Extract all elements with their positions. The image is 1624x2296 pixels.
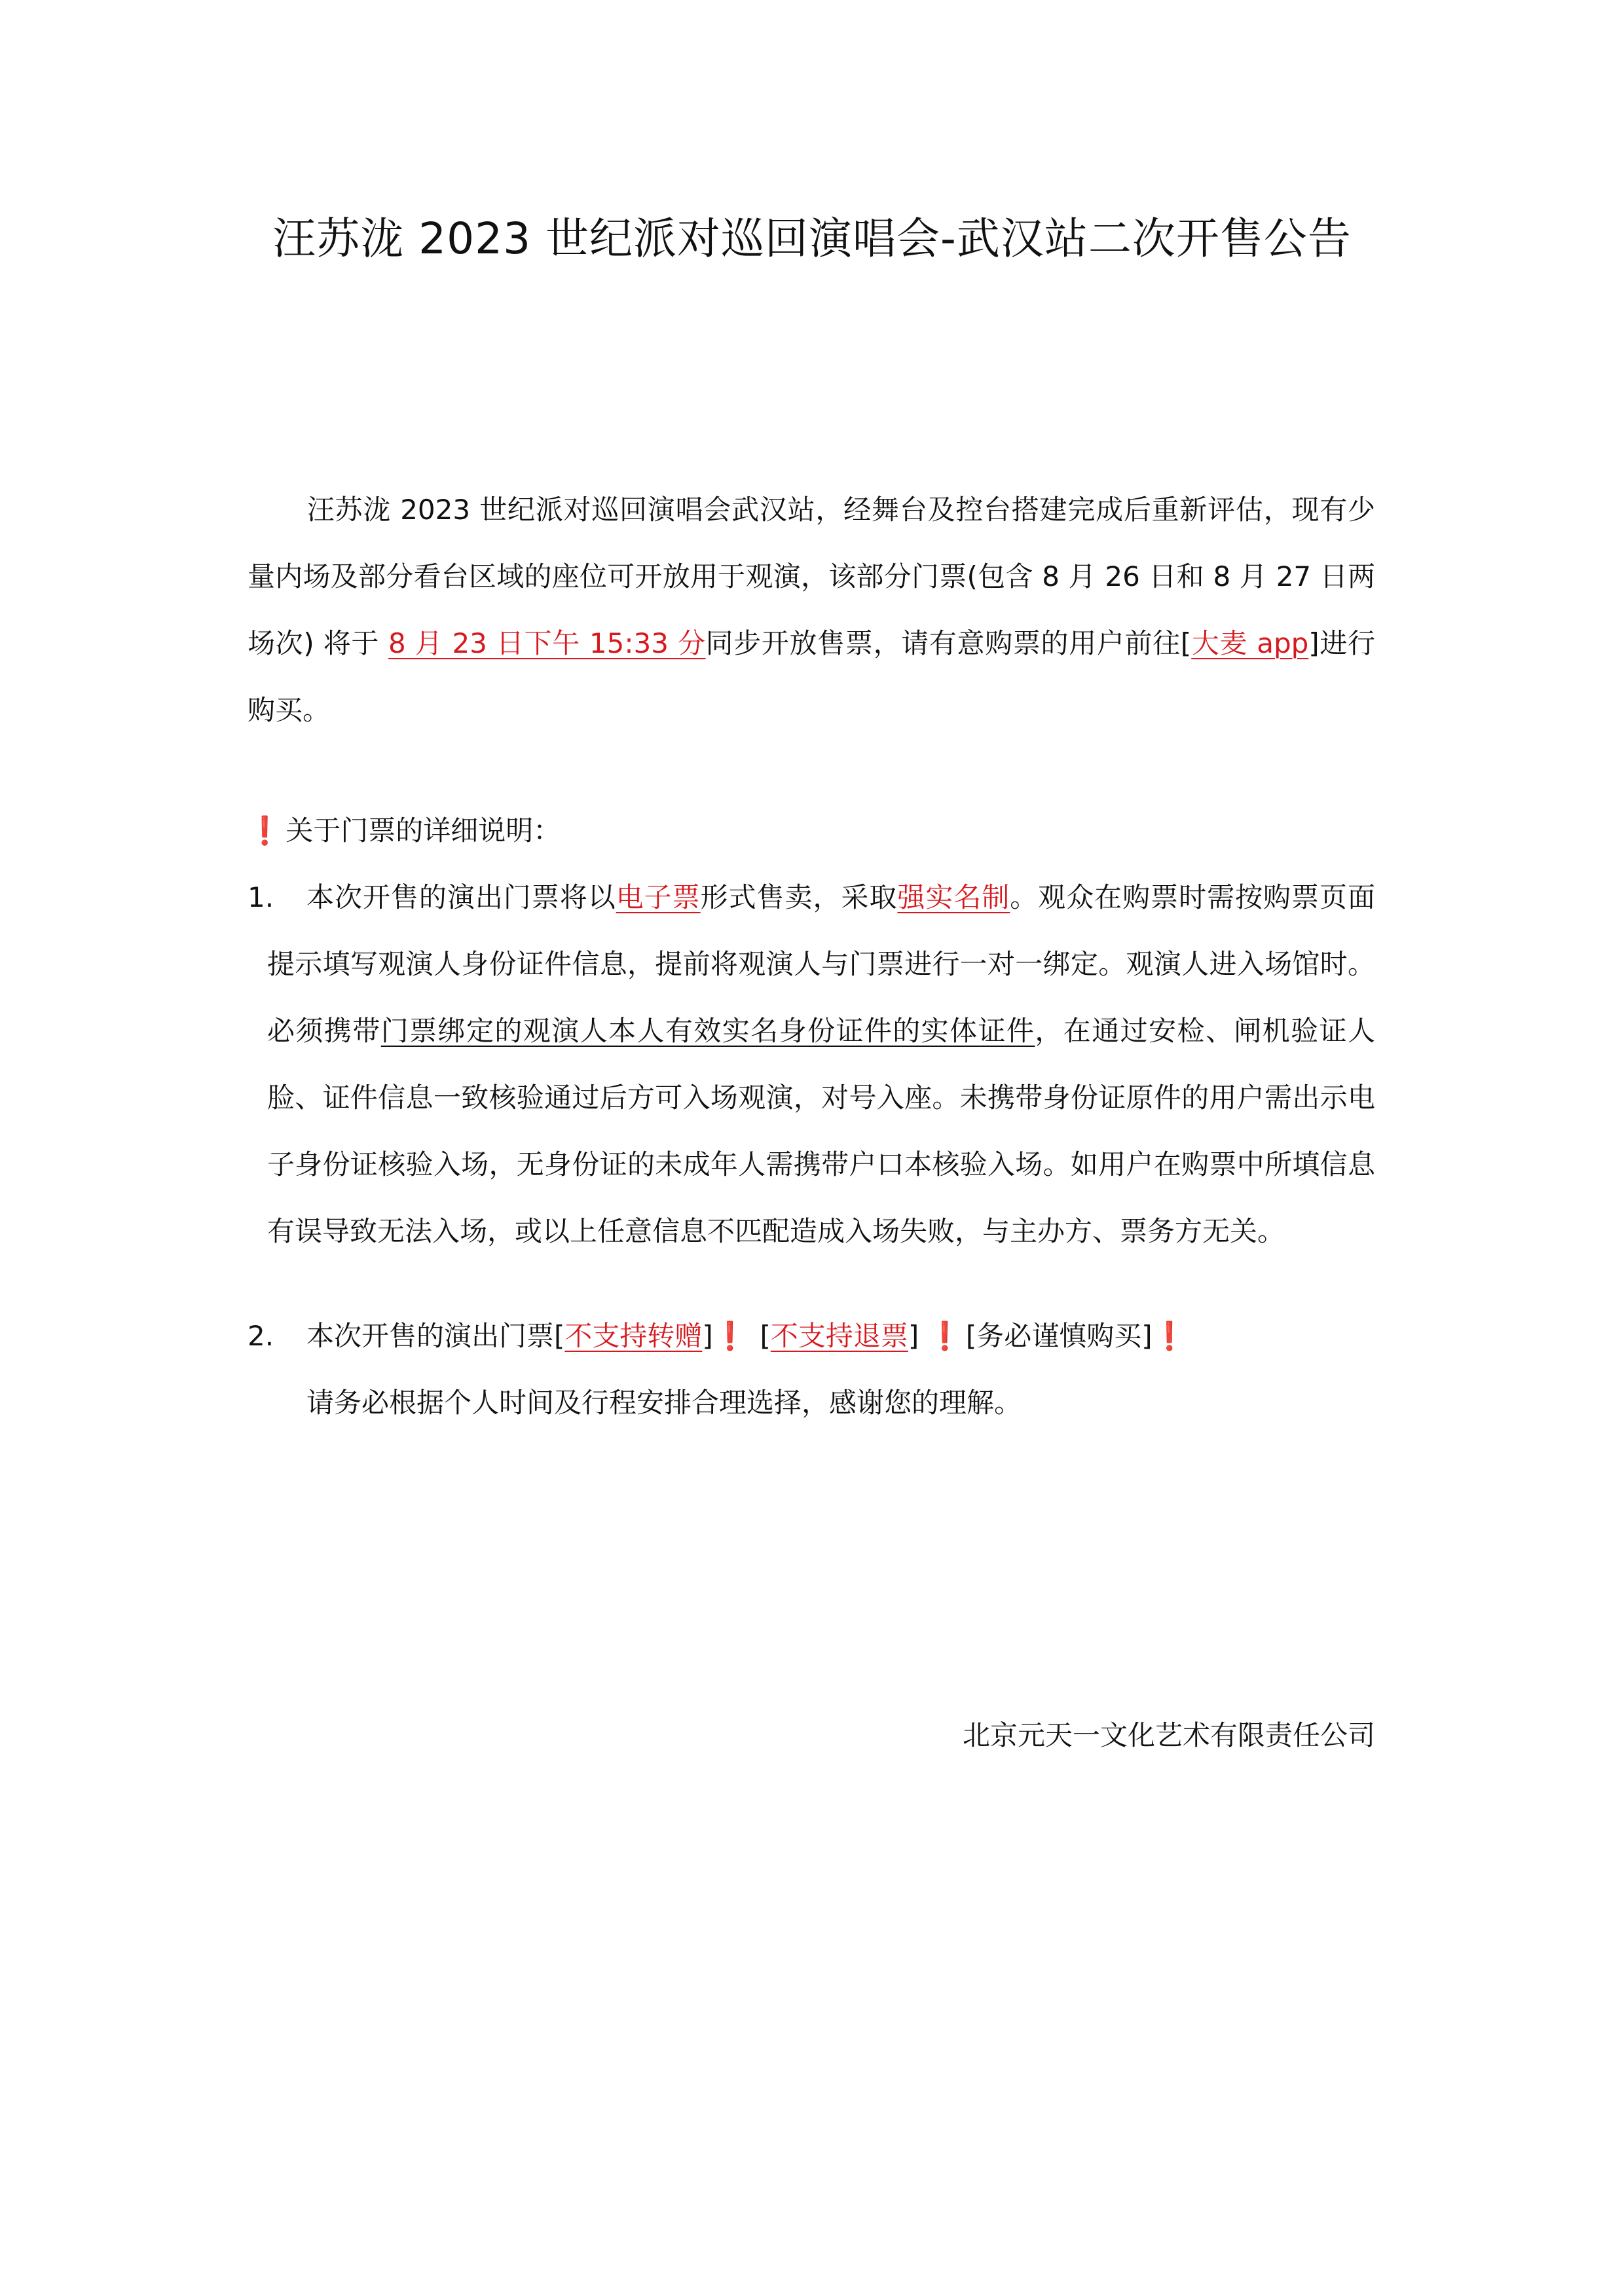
list-item-number: 1. [248, 881, 274, 913]
item1-text-4: ，在通过安检、闸机验证人脸、证件信息一致核验通过后方可入场观演，对号入座。未携带身份证原件的用户需出示电子身份证核验入场，无身份证的未成年人需携带户口本核验入场。如用户在购票中所填信息有误导致无法入场，或以上任意信息不匹配造成入场失败，与主办方、票务方无关。 [267, 1015, 1375, 1247]
item2-text-3: [ [751, 1320, 771, 1352]
item1-text-1: 本次开售的演出门票将以 [306, 881, 616, 913]
id-requirement-highlight: 门票绑定的观演人本人有效实名身份证件的实体证件 [380, 1015, 1035, 1047]
item1-text-2: 形式售卖，采取 [700, 881, 898, 913]
item2-text-4: ] [908, 1320, 928, 1352]
real-name-highlight: 强实名制 [897, 881, 1010, 913]
app-name-link[interactable]: 大麦 app [1191, 627, 1309, 659]
intro-text-3: ]进行购买。 [248, 627, 1375, 726]
no-transfer-highlight: 不支持转赠 [564, 1320, 703, 1352]
item2-text-2: ] [702, 1320, 713, 1352]
company-signature: 北京元天一文化艺术有限责任公司 [962, 1719, 1375, 1751]
intro-paragraph [248, 477, 1375, 744]
intro-text-1: 汪苏泷 2023 世纪派对巡回演唱会武汉站，经舞台及控台搭建完成后重新评估，现有少量内场及部分看台区域的座位可开放用于观演，该部分门票(包含 8 月 26 日和 8 月 27 日两场次) 将于 [248, 494, 1375, 659]
document-title: 汪苏泷 2023 世纪派对巡回演唱会-武汉站二次开售公告 [272, 213, 1352, 264]
list-item-number: 2. [248, 1320, 274, 1352]
item1-text-3: 。观众在购票时需按购票页面提示填写观演人身份证件信息，提前将观演人与门票进行一对一绑定。观演人进入场馆时。必须携带 [267, 881, 1375, 1047]
list-item-1-content [267, 864, 1375, 1265]
no-refund-highlight: 不支持退票 [770, 1320, 908, 1352]
exclamation-icon: ❗ [248, 814, 282, 847]
list-item-1 [248, 864, 1375, 1265]
item2-text-1: 本次开售的演出门票[ [306, 1320, 565, 1352]
list-item-2 [248, 1303, 1375, 1436]
section-heading [248, 797, 561, 864]
section-heading-text: 关于门票的详细说明： [286, 814, 561, 847]
exclamation-icon: ❗ [1152, 1320, 1187, 1352]
intro-text-2: 同步开放售票，请有意购票的用户前往[ [705, 627, 1192, 659]
list-item-2-line-1 [306, 1303, 1375, 1370]
item2-text-5: [务必谨慎购买] [965, 1320, 1153, 1352]
exclamation-icon: ❗ [927, 1320, 962, 1352]
exclamation-icon: ❗ [712, 1320, 748, 1352]
e-ticket-highlight: 电子票 [616, 881, 701, 913]
sale-time: 8 月 23 日下午 15:33 分 [388, 627, 706, 659]
list-item-2-line-2: 请务必根据个人时间及行程安排合理选择，感谢您的理解。 [306, 1387, 1022, 1419]
